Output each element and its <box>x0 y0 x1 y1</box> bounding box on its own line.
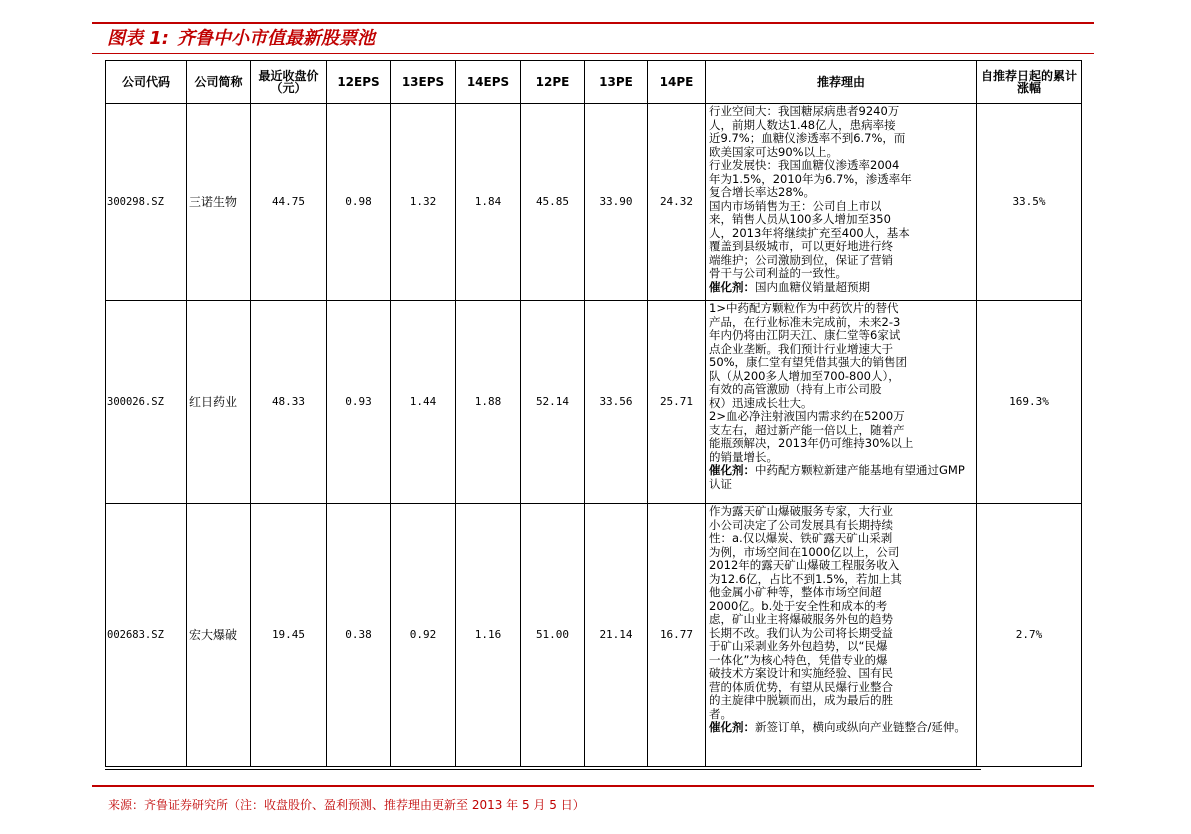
reason-line: 1>中药配方颗粒作为中药饮片的替代 <box>709 301 899 315</box>
reason-line: 复合增长率达28%。 <box>709 185 816 199</box>
table-row <box>106 301 1082 504</box>
reason-line: 年内仍将由江阴天江、康仁堂等6家试 <box>709 328 901 342</box>
figure-label: 图表 1: <box>107 28 169 49</box>
top-red-rule <box>92 22 1094 24</box>
reason-line: 近9.7%；血糖仪渗透率不到6.7%，而 <box>709 131 906 145</box>
header-13pe: 13PE <box>585 61 648 104</box>
table-bottom-rule <box>105 769 981 770</box>
cell-code: 300298.SZ <box>106 104 187 301</box>
table-header-row <box>106 61 1082 104</box>
reason-line: 点企业垄断。我们预计行业增速大于 <box>709 341 893 356</box>
reason-line: 行业空间大：我国糖尿病患者9240万 <box>709 104 900 118</box>
cell-name: 三诺生物 <box>187 104 251 301</box>
reason-line: 性：a.仅以爆炭、铁矿露天矿山采剥 <box>709 531 893 545</box>
reason-line: 2>血必净注射液国内需求约在5200万 <box>709 409 905 423</box>
catalyst-text: 中药配方颗粒新建产能基地有望通过GMP认证 <box>709 463 965 491</box>
cell-reason <box>706 504 977 767</box>
cell-12pe: 51.00 <box>521 504 585 767</box>
reason-line: 权）迅速成长壮大。 <box>709 395 813 410</box>
reason-line: 者。 <box>709 706 732 721</box>
header-12eps: 12EPS <box>327 61 391 104</box>
reason-line: 2000亿。b.处于安全性和成本的考 <box>709 598 888 613</box>
reason-line: 为12.6亿，占比不到1.5%，若加上其 <box>709 571 902 586</box>
cell-price: 19.45 <box>251 504 327 767</box>
reason-line: 队（从200多人增加至700-800人）， <box>709 368 900 383</box>
reason-line: 一体化”为核心特色，凭借专业的爆 <box>709 652 888 667</box>
cell-14eps: 1.88 <box>456 301 521 504</box>
cell-13pe: 33.56 <box>585 301 648 504</box>
cell-13pe: 33.90 <box>585 104 648 301</box>
figure-title <box>107 26 375 52</box>
reason-line: 有效的高管激励（持有上市公司股 <box>709 382 882 396</box>
header-name: 公司简称 <box>187 61 251 104</box>
table-row <box>106 104 1082 301</box>
reason-line: 50%，康仁堂有望凭借其强大的销售团 <box>709 355 908 369</box>
cell-gain: 33.5% <box>977 104 1082 301</box>
reason-line: 骨干与公司利益的一致性。 <box>709 266 847 280</box>
reason-line: 端维护；公司激励到位，保证了营销 <box>709 252 893 267</box>
stock-pool-table <box>105 60 1082 767</box>
cell-13pe: 21.14 <box>585 504 648 767</box>
cell-code: 002683.SZ <box>106 504 187 767</box>
reason-line: 他金属小矿种等，整体市场空间超 <box>709 585 882 599</box>
cell-price: 48.33 <box>251 301 327 504</box>
reason-line: 国内市场销售为王：公司自上市以 <box>709 198 882 213</box>
reason-line: 能瓶颈解决，2013年仍可维持30%以上 <box>709 436 914 450</box>
reason-line: 欧美国家可达90%以上。 <box>709 144 839 159</box>
cell-12eps: 0.38 <box>327 504 391 767</box>
source-note: 来源：齐鲁证券研究所（注：收盘股价、盈利预测、推荐理由更新至 2013 年 5 月 5 日） <box>108 798 585 812</box>
reason-line: 产品，在行业标准未完成前，未来2-3 <box>709 314 901 329</box>
cell-12eps: 0.98 <box>327 104 391 301</box>
catalyst-line <box>709 464 974 491</box>
catalyst-line <box>709 281 974 295</box>
cell-name: 宏大爆破 <box>187 504 251 767</box>
cell-13eps: 1.44 <box>391 301 456 504</box>
header-reason: 推荐理由 <box>706 61 977 104</box>
catalyst-label: 催化剂： <box>709 279 755 294</box>
cell-code: 300026.SZ <box>106 301 187 504</box>
catalyst-line <box>709 721 974 735</box>
header-12pe: 12PE <box>521 61 585 104</box>
cell-13eps: 1.32 <box>391 104 456 301</box>
header-price: 最近收盘价（元） <box>251 61 327 104</box>
reason-line: 小公司决定了公司发展具有长期持续 <box>709 517 893 532</box>
cell-14pe: 24.32 <box>648 104 706 301</box>
catalyst-text: 国内血糖仪销量超预期 <box>755 279 870 294</box>
cell-reason <box>706 301 977 504</box>
bottom-red-rule <box>92 785 1094 787</box>
figure-title-text: 齐鲁中小市值最新股票池 <box>177 28 375 49</box>
reason-line: 营的体质优势，有望从民爆行业整合 <box>709 679 893 694</box>
cell-14eps: 1.84 <box>456 104 521 301</box>
reason-line: 2012年的露天矿山爆破工程服务收入 <box>709 558 900 572</box>
reason-line: 来，销售人员从100多人增加至350 <box>709 212 891 226</box>
reason-line: 人，2013年将继续扩充至400人，基本 <box>709 225 910 240</box>
catalyst-label: 催化剂： <box>709 463 755 477</box>
cell-14pe: 25.71 <box>648 301 706 504</box>
title-red-rule <box>92 53 1094 54</box>
reason-line: 作为露天矿山爆破服务专家，大行业 <box>709 504 893 518</box>
reason-line: 人，前期人数达1.48亿人，患病率接 <box>709 117 896 132</box>
cell-12eps: 0.93 <box>327 301 391 504</box>
reason-line: 年为1.5%，2010年为6.7%，渗透率年 <box>709 171 912 186</box>
cell-price: 44.75 <box>251 104 327 301</box>
reason-line: 为例，市场空间在1000亿以上，公司 <box>709 544 900 559</box>
cell-gain: 169.3% <box>977 301 1082 504</box>
cell-14eps: 1.16 <box>456 504 521 767</box>
reason-line: 行业发展快：我国血糖仪渗透率2004 <box>709 158 900 172</box>
cell-reason <box>706 104 977 301</box>
reason-line: 的销量增长。 <box>709 449 778 464</box>
reason-line: 长期不改。我们认为公司将长期受益 <box>709 625 893 640</box>
reason-line: 支左右，超过新产能一倍以上，随着产 <box>709 422 905 437</box>
cell-name: 红日药业 <box>187 301 251 504</box>
header-14pe: 14PE <box>648 61 706 104</box>
reason-line: 虑，矿山业主将爆破服务外包的趋势 <box>709 612 893 626</box>
reason-line: 破技术方案设计和实施经验、国有民 <box>709 666 893 680</box>
reason-line: 覆盖到县级城市，可以更好地进行终 <box>709 239 893 253</box>
table-body <box>106 104 1082 767</box>
table-row <box>106 504 1082 767</box>
header-gain: 自推荐日起的累计涨幅 <box>977 61 1082 104</box>
header-13eps: 13EPS <box>391 61 456 104</box>
cell-12pe: 45.85 <box>521 104 585 301</box>
cell-gain: 2.7% <box>977 504 1082 767</box>
catalyst-text: 新签订单，横向或纵向产业链整合/延伸。 <box>755 720 966 734</box>
reason-line: 的主旋律中脱颖而出，成为最后的胜 <box>709 693 893 707</box>
catalyst-label: 催化剂： <box>709 720 755 734</box>
cell-12pe: 52.14 <box>521 301 585 504</box>
reason-line: 于矿山采剥业务外包趋势，以“民爆 <box>709 639 888 653</box>
header-14eps: 14EPS <box>456 61 521 104</box>
cell-14pe: 16.77 <box>648 504 706 767</box>
cell-13eps: 0.92 <box>391 504 456 767</box>
header-code: 公司代码 <box>106 61 187 104</box>
